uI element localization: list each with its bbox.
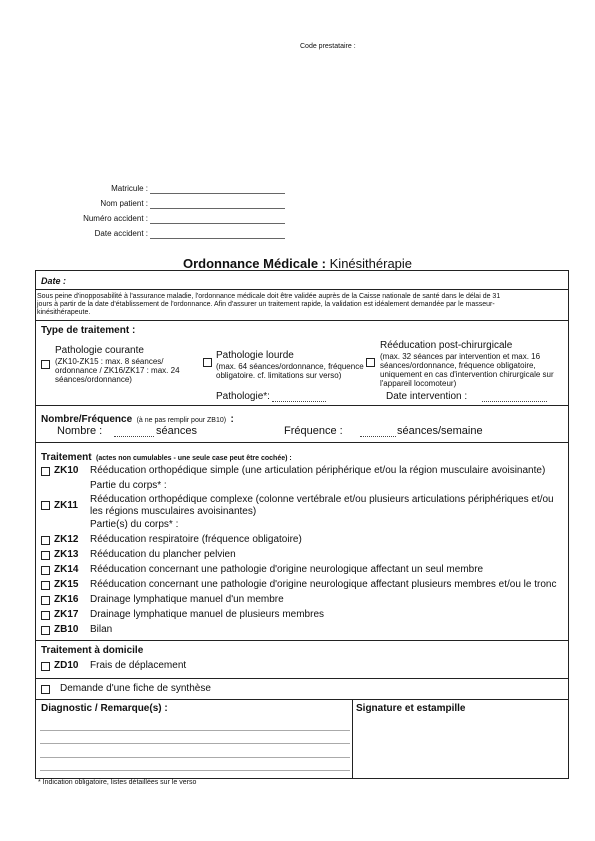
treatment-heading: Traitement (actes non cumulables - une seule case peut être cochée) : [41,452,292,463]
date-label: Date : [41,276,67,286]
diagnostic-line[interactable] [40,743,350,744]
checkbox-zk17[interactable] [41,611,50,620]
text-zk11: Rééducation orthopédique complexe (colonne vertébrale et/ou plusieurs articulations périphériques et/ou [90,494,554,505]
pathologie-courante-details: (ZK10-ZK15 : max. 8 séances/ ordonnance / ZK16/ZK17 : max. 24 séances/ordonnance) [55,357,180,384]
checkbox-zk14[interactable] [41,566,50,575]
separator [35,678,568,679]
nombre-label: Nombre : [57,425,103,437]
post-chirurgicale-details: (max. 32 séances par intervention et max. 16 séances/ordonnance, fréquence obligatoire, uniquement en cas d'intervention chirurgicale sur l'appareil locomoteur) [380,352,554,388]
checkbox-zb10[interactable] [41,626,50,635]
post-chirurgicale-title: Rééducation post-chirurgicale [380,340,513,351]
text-zk16: Drainage lymphatique manuel d'un membre [90,594,284,605]
text-zk11-line2: les régions musculaires avoisinantes) [90,506,257,517]
code-zk11: ZK11 [54,500,78,511]
freq-heading: Nombre/Fréquence (à ne pas remplir pour ZB10) : [41,414,234,425]
synthese-label: Demande d'une fiche de synthèse [60,683,211,694]
code-zk12: ZK12 [54,534,79,545]
checkbox-post-chirurgicale[interactable] [366,358,375,367]
text-zk14: Rééducation concernant une pathologie d'origine neurologique affectant un seul membre [90,564,484,575]
pathologie-field[interactable] [272,401,326,402]
date-accident-field[interactable] [150,238,285,239]
checkbox-synthese[interactable] [41,685,50,694]
checkbox-zd10[interactable] [41,662,50,671]
separator [35,442,568,443]
code-zd10: ZD10 [54,660,79,671]
checkbox-zk16[interactable] [41,596,50,605]
matricule-label: Matricule : [111,184,148,193]
matricule-field[interactable] [150,193,285,194]
checkbox-zk10[interactable] [41,467,50,476]
text-zk17: Drainage lymphatique manuel de plusieurs membres [90,609,325,620]
diagnostic-line[interactable] [40,730,350,731]
date-accident-label: Date accident : [94,229,148,238]
separator [35,640,568,641]
checkbox-zk11[interactable] [41,501,50,510]
diagnostic-line[interactable] [40,770,350,771]
checkbox-zk15[interactable] [41,581,50,590]
signature-area[interactable] [356,716,565,774]
separator [35,699,568,700]
type-heading: Type de traitement : [41,325,136,336]
parties-corps-zk11: Partie(s) du corps* : [90,519,179,530]
text-zk10: Rééducation orthopédique simple (une articulation périphérique et/ou la région musculaire avoisinante) [90,465,546,476]
checkbox-pathologie-courante[interactable] [41,360,50,369]
numero-accident-field[interactable] [150,223,285,224]
page-title [0,256,595,271]
text-zd10: Frais de déplacement [90,660,187,671]
separator [35,289,568,290]
title-sub: Kinésithérapie [329,256,413,271]
checkbox-pathologie-lourde[interactable] [203,358,212,367]
separator [35,320,568,321]
date-intervention-field[interactable] [482,401,547,402]
code-prestataire-label: Code prestataire : [300,43,356,50]
pathologie-courante-title: Pathologie courante [55,345,144,356]
diagnostic-label: Diagnostic / Remarque(s) : [41,703,168,714]
checkbox-zk12[interactable] [41,536,50,545]
numero-accident-label: Numéro accident : [83,214,148,223]
nom-patient-field[interactable] [150,208,285,209]
domicile-heading: Traitement à domicile [41,645,144,656]
code-zb10: ZB10 [54,624,79,635]
code-zk14: ZK14 [54,564,79,575]
checkbox-zk13[interactable] [41,551,50,560]
diagnostic-line[interactable] [40,757,350,758]
nom-patient-label: Nom patient : [100,199,148,208]
frequence-field[interactable] [360,436,396,437]
text-zk12: Rééducation respiratoire (fréquence obligatoire) [90,534,302,545]
text-zk15: Rééducation concernant une pathologie d'origine neurologique affectant plusieurs membres et/ou le tronc [90,579,557,590]
title-main: Ordonnance Médicale : [182,256,327,271]
pathologie-label: Pathologie*: [216,391,270,402]
signature-label: Signature et estampille [356,703,466,714]
per-week-unit: séances/semaine [397,425,483,437]
footnote: * Indication obligatoire, listes détaillées sur le verso [38,779,197,786]
nombre-field[interactable] [114,436,154,437]
code-zk13: ZK13 [54,549,79,560]
frequence-label: Fréquence : [284,425,343,437]
text-zk13: Rééducation du plancher pelvien [90,549,236,560]
seances-unit: séances [156,425,197,437]
partie-corps-zk10: Partie du corps* : [90,480,167,491]
separator-vertical [352,699,353,778]
notice-text: Sous peine d'inopposabilité à l'assurance maladie, l'ordonnance médicale doit être validée auprès de la Caisse nationale de santé dans le délai de 31 jours à partir de la date d'établissement de l'ordonnance. Afin d'assurer un traitement rapide, la validation est idéalement demandée par le masseur- kinésithérapeute. [37,293,501,316]
code-zk17: ZK17 [54,609,79,620]
code-zk10: ZK10 [54,465,79,476]
separator [35,405,568,406]
text-zb10: Bilan [90,624,113,635]
code-zk16: ZK16 [54,594,79,605]
pathologie-lourde-title: Pathologie lourde [216,350,294,361]
date-intervention-label: Date intervention : [386,391,468,402]
code-zk15: ZK15 [54,579,79,590]
pathologie-lourde-details: (max. 64 séances/ordonnance, fréquence obligatoire. cf. limitations sur verso) [216,362,364,380]
